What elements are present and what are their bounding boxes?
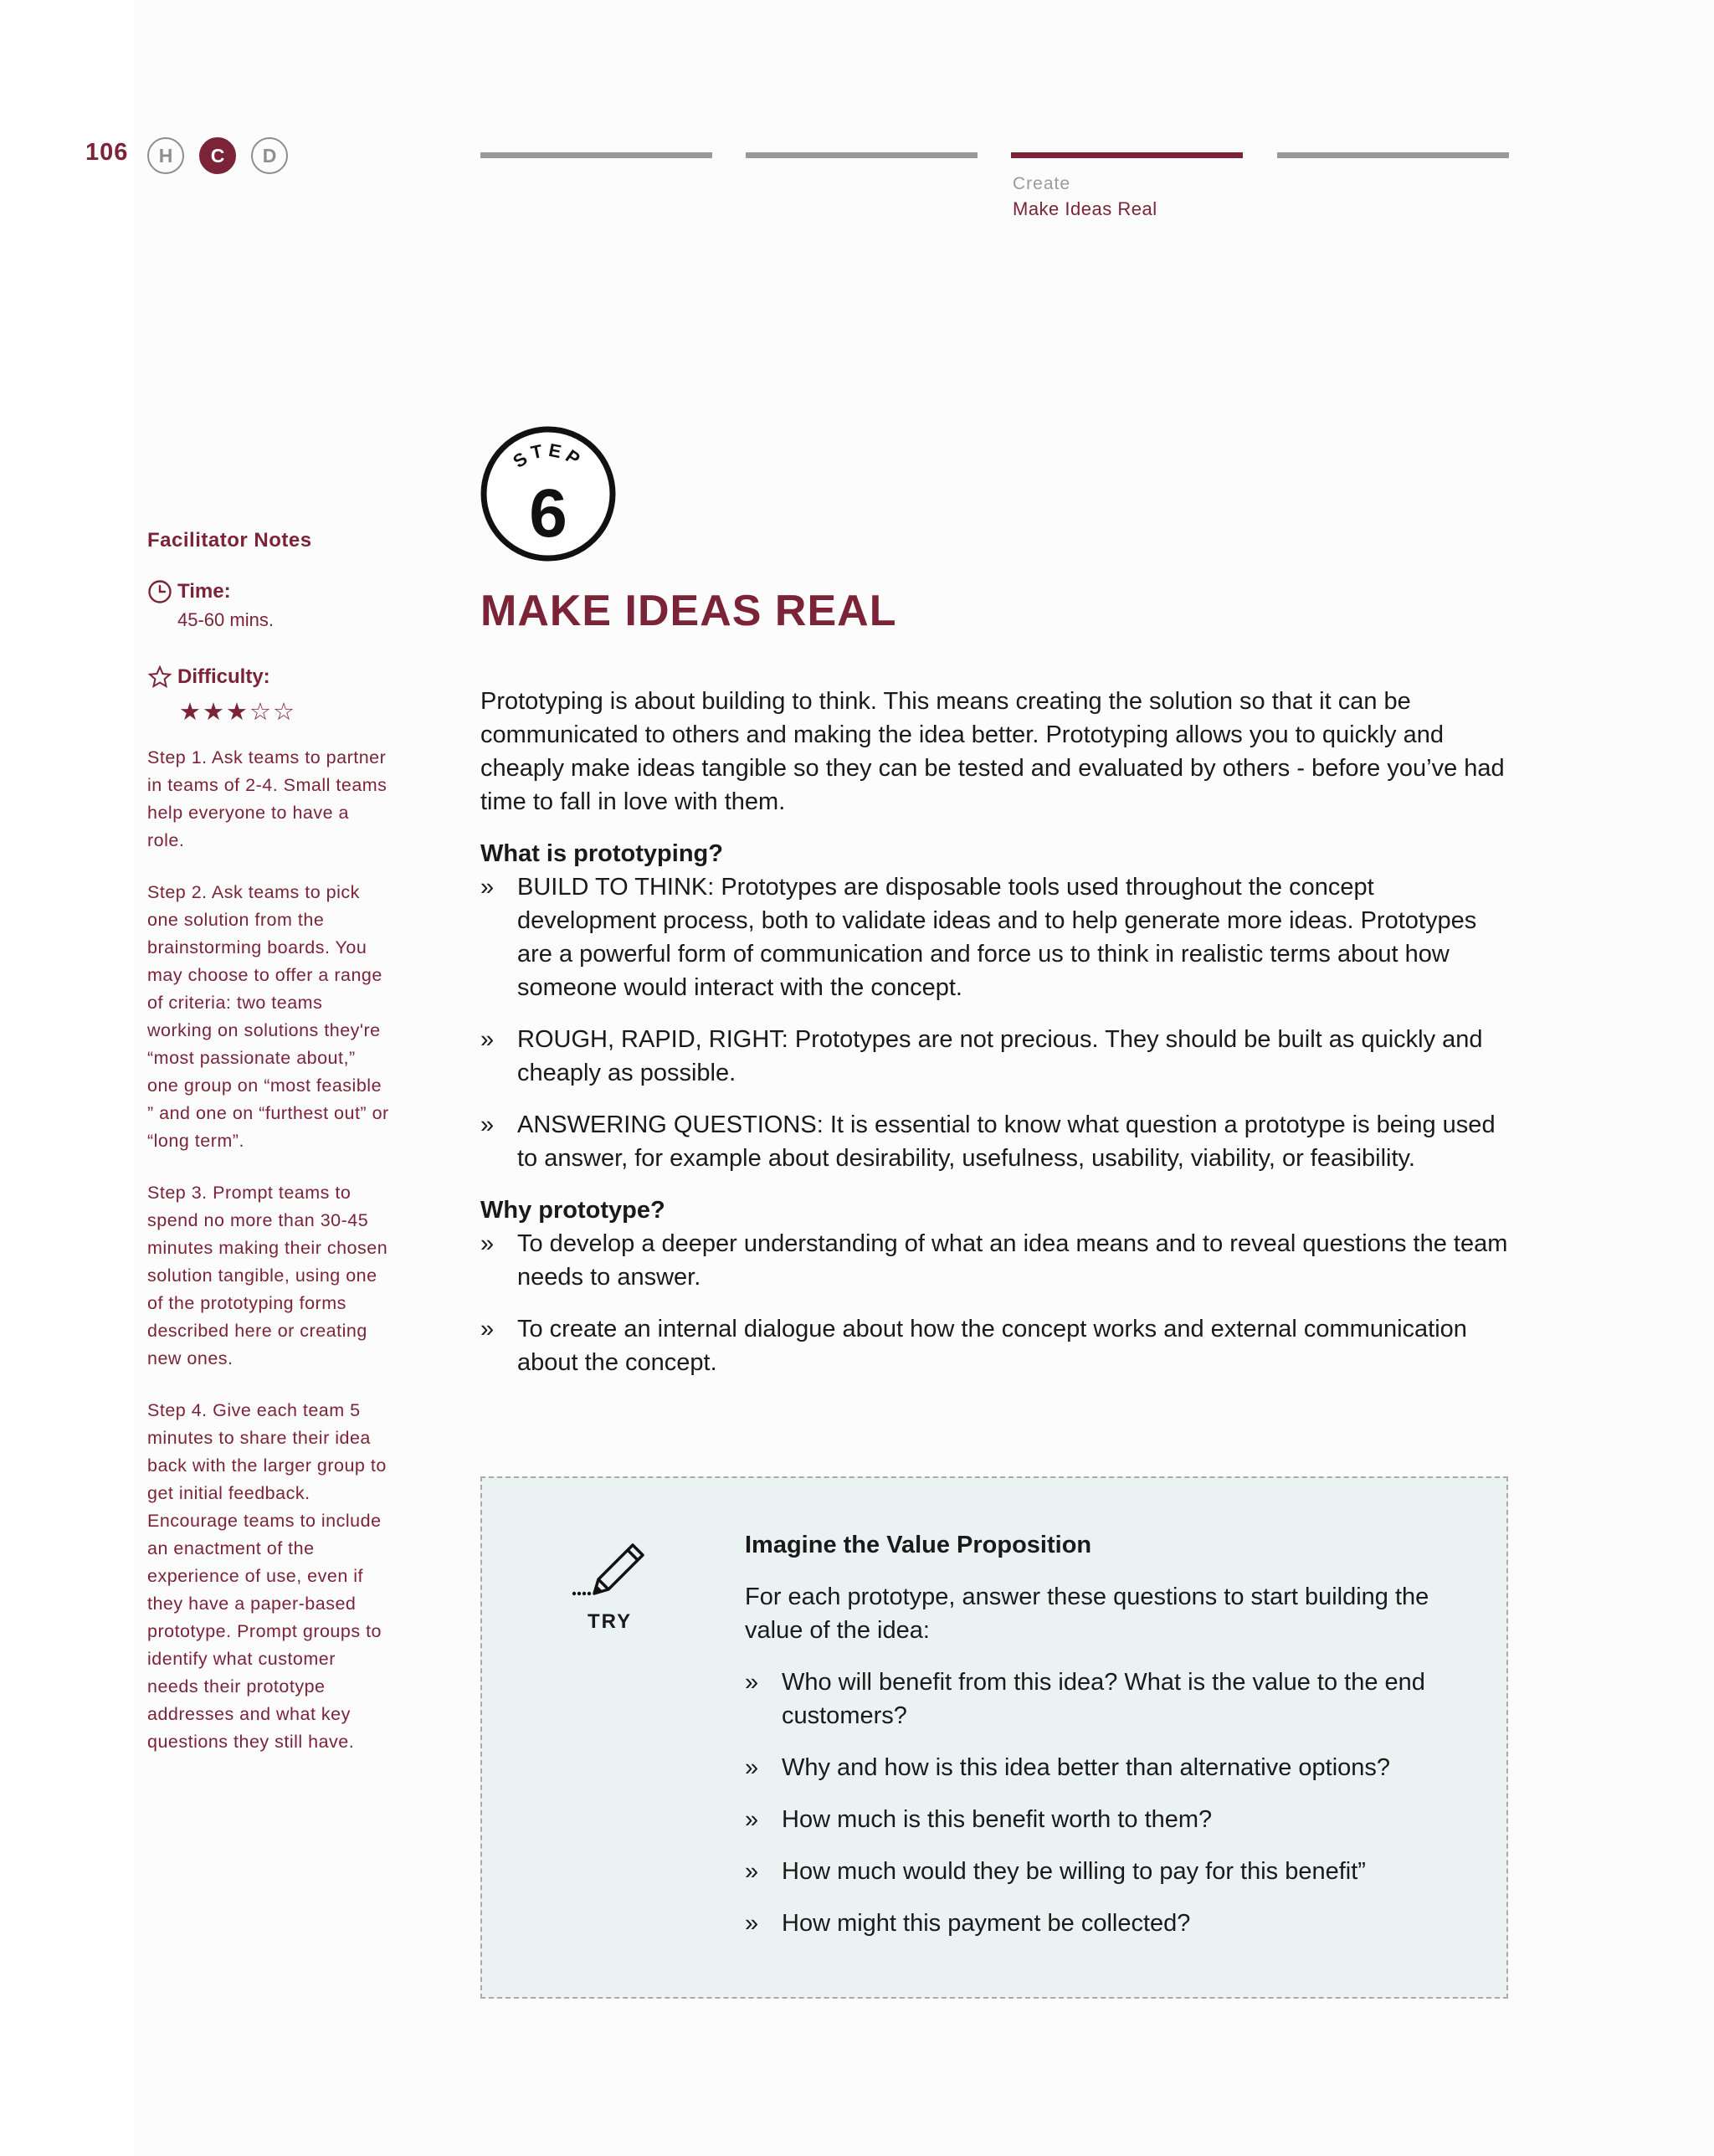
try-question-text: Why and how is this idea better than alternative options? <box>782 1754 1391 1781</box>
try-question-text: Who will benefit from this idea? What is the value to the end customers? <box>782 1669 1425 1729</box>
phase-h-badge: H <box>147 137 184 174</box>
star-filled-icon: ★ <box>226 699 249 726</box>
star-outline-icon <box>147 665 172 690</box>
difficulty-label: Difficulty: <box>177 665 270 688</box>
try-question-text: How might this payment be collected? <box>782 1910 1191 1937</box>
try-question-text: How much is this benefit worth to them? <box>782 1806 1213 1833</box>
time-row <box>147 579 231 604</box>
what-bullet <box>480 870 1518 1004</box>
try-question <box>745 1666 1481 1732</box>
why-bullet <box>480 1227 1518 1294</box>
page-number: 106 <box>85 139 129 166</box>
try-question-list <box>745 1666 1481 1940</box>
bullet-marker: » <box>745 1858 759 1885</box>
try-callout <box>480 1476 1508 1999</box>
what-bullet-text: BUILD TO THINK: Prototypes are disposable tools used throughout the concept development process, both to validate ideas and to help generate more ideas. Prototypes are a powerful form of communication and force us to think in realistic terms about how someone would interact with the concept. <box>517 874 1477 1001</box>
what-bullet-text: ROUGH, RAPID, RIGHT: Prototypes are not precious. They should be built as quickly and cheaply as possible. <box>517 1026 1483 1086</box>
facilitator-notes-title: Facilitator Notes <box>147 529 312 552</box>
try-content <box>745 1528 1481 1958</box>
time-label: Time: <box>177 580 231 603</box>
bullet-marker: » <box>745 1806 759 1833</box>
pencil-icon <box>571 1538 654 1605</box>
difficulty-row <box>147 665 270 690</box>
bullet-marker: » <box>480 1316 495 1342</box>
what-bullet-text: ANSWERING QUESTIONS: It is essential to know what question a prototype is being used to answer, for example about desirability, usefulness, usability, viability, or feasibility. <box>517 1111 1496 1172</box>
try-question <box>745 1855 1481 1888</box>
bullet-marker: » <box>745 1910 759 1937</box>
try-question <box>745 1803 1481 1836</box>
facilitator-steps <box>147 744 390 1780</box>
difficulty-stars <box>179 701 296 725</box>
breadcrumb-phase: Create <box>1013 174 1071 193</box>
phase-c-badge: C <box>199 137 236 174</box>
facilitator-step-1: Step 1. Ask teams to partner in teams of 2-4. Small teams help everyone to have a role. <box>147 747 387 850</box>
try-label: TRY <box>588 1610 633 1633</box>
why-bullet <box>480 1312 1518 1379</box>
step-number: 6 <box>529 475 567 552</box>
try-question <box>745 1907 1481 1940</box>
why-bullet-text: To create an internal dialogue about how the concept works and external communication about the concept. <box>517 1316 1467 1376</box>
step-word: STEP <box>509 439 588 472</box>
facilitator-step-4: Step 4. Give each team 5 minutes to share their idea back with the larger group to get initial feedback. Encourage teams to include an enactment of the experience of use, even if they have a paper-based prototype. Prompt groups to identify what customer needs their prototype addresses and what key questions they still have. <box>147 1400 387 1752</box>
star-empty-icon: ☆ <box>249 699 273 726</box>
bullet-marker: » <box>480 1026 495 1053</box>
bullet-marker: » <box>480 1111 495 1138</box>
what-bullet <box>480 1108 1518 1175</box>
progress-segment <box>746 152 978 158</box>
why-bullet-text: To develop a deeper understanding of what an idea means and to reveal questions the team needs to answer. <box>517 1230 1508 1291</box>
try-intro: For each prototype, answer these questions to start building the value of the idea: <box>745 1584 1429 1644</box>
progress-segment <box>480 152 712 158</box>
bullet-marker: » <box>480 1230 495 1257</box>
intro-paragraph: Prototyping is about building to think. This means creating the solution so that it can be communicated to others and making the idea better. Prototyping allows you to quickly and cheaply make ideas tangible so they can be tested and evaluated by others - before you’ve had time to fall in love with them. <box>480 688 1505 815</box>
section-what-list <box>480 870 1518 1175</box>
bullet-marker: » <box>745 1754 759 1781</box>
step-badge-icon <box>480 426 616 562</box>
page-title: MAKE IDEAS REAL <box>480 587 897 635</box>
star-filled-icon: ★ <box>203 699 226 726</box>
progress-segment-active <box>1011 152 1243 158</box>
breadcrumb-step: Make Ideas Real <box>1013 198 1157 219</box>
facilitator-step-3: Step 3. Prompt teams to spend no more than 30-45 minutes making their chosen solution tangible, using one of the prototyping forms described here or creating new ones. <box>147 1183 388 1368</box>
main-content <box>480 685 1518 1398</box>
section-heading-what: What is prototyping? <box>480 840 723 867</box>
time-value: 45-60 mins. <box>177 609 274 630</box>
bullet-marker: » <box>480 874 495 901</box>
what-bullet <box>480 1023 1518 1090</box>
facilitator-step-2: Step 2. Ask teams to pick one solution from the brainstorming boards. You may choose to offer a range of criteria: two teams working on solutions they're “most passionate about,” one group on “most feasible ” and one on “furthest out” or “long term”. <box>147 882 389 1151</box>
try-question <box>745 1751 1481 1784</box>
facilitator-notes-sidebar <box>147 529 390 1752</box>
phase-d-badge: D <box>251 137 288 174</box>
try-title: Imagine the Value Proposition <box>745 1532 1092 1558</box>
section-heading-why: Why prototype? <box>480 1197 665 1224</box>
star-filled-icon: ★ <box>179 699 203 726</box>
bullet-marker: » <box>745 1669 759 1696</box>
clock-icon <box>147 579 172 604</box>
section-why-list <box>480 1227 1518 1379</box>
progress-segment <box>1277 152 1509 158</box>
try-question-text: How much would they be willing to pay for this benefit” <box>782 1858 1366 1885</box>
star-empty-icon: ☆ <box>273 699 296 726</box>
